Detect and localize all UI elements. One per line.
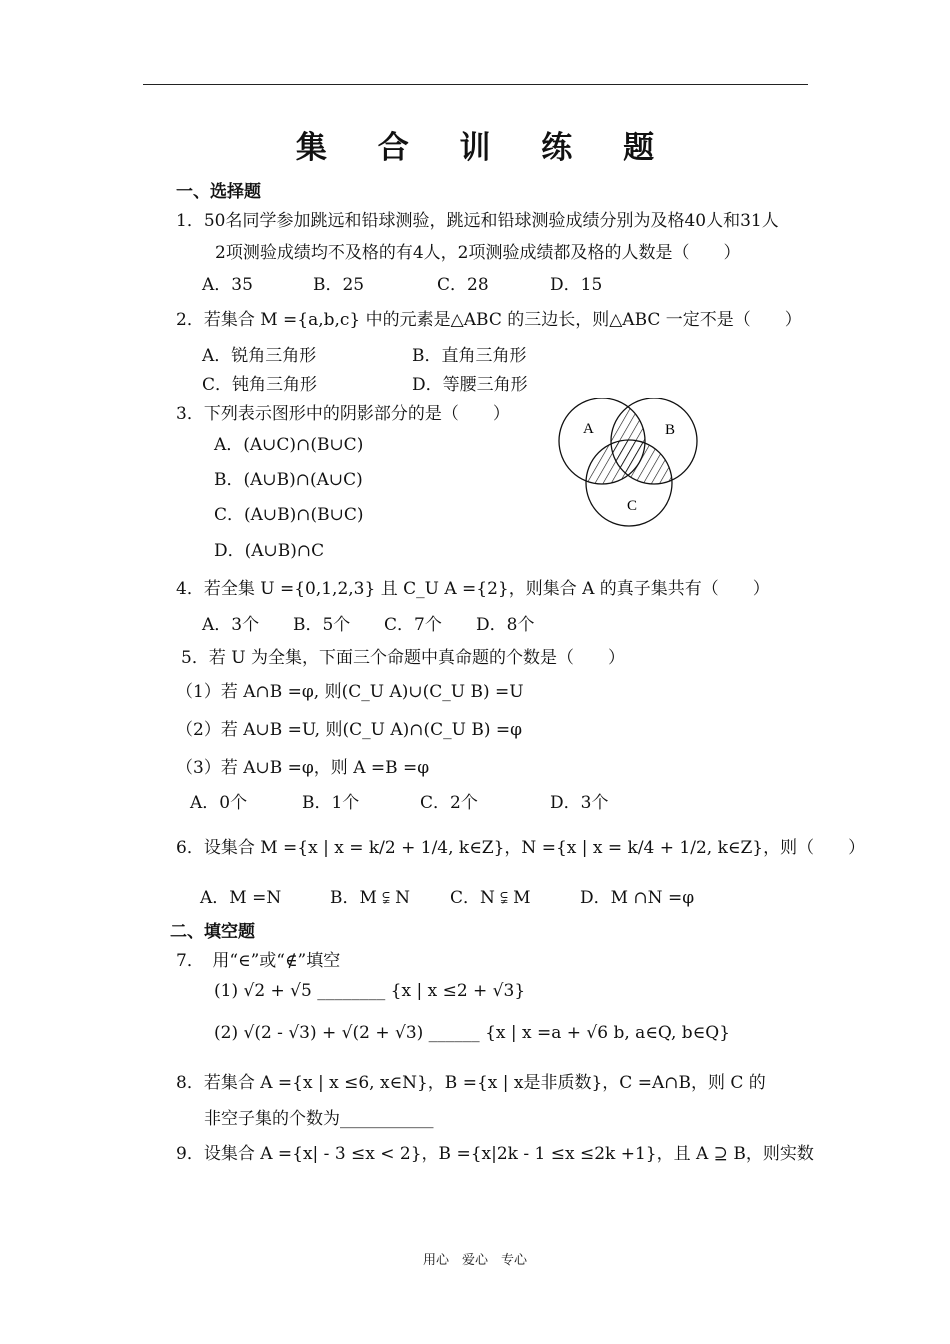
section-heading-choice: 一、选择题 (176, 182, 261, 202)
q1-option-a: A．35 (202, 275, 253, 295)
venn-label-c: C (627, 498, 638, 514)
q6-option-c: C．N ⫋ M (450, 888, 531, 908)
q4-option-c: C．7个 (384, 615, 442, 635)
q1-line2: 2项测验成绩均不及格的有4人，2项测验成绩都及格的人数是（ ） (215, 243, 741, 263)
q3-option-d: D．(A∪B)∩C (214, 541, 325, 561)
q5-option-c: C．2个 (420, 793, 478, 813)
q7-part-2: (2) √(2 - √3) + √(2 + √3) ______ {x | x =a + √6 b, a∈Q, b∈Q} (214, 1023, 731, 1043)
q4-option-a: A．3个 (202, 615, 260, 635)
q1-option-d: D．15 (550, 275, 603, 295)
q3-stem: 3．下列表示图形中的阴影部分的是（ ） (176, 404, 510, 424)
q9-line1: 9．设集合 A ={x| - 3 ≤x < 2}，B ={x|2k - 1 ≤x ≤2k +1}，且 A ⊇ B，则实数 (176, 1144, 814, 1164)
q6-option-a: A．M =N (200, 888, 282, 908)
q6-stem: 6．设集合 M ={x | x = k/2 + 1/4, k∈Z}，N ={x | x = k/4 + 1/2, k∈Z}，则（ ） (176, 838, 866, 858)
page-title: 集 合 训 练 题 (295, 130, 675, 166)
q5-option-b: B．1个 (302, 793, 360, 813)
q2-option-d: D．等腰三角形 (412, 375, 528, 395)
venn-label-b: B (665, 422, 676, 438)
q6-option-d: D．M ∩N =φ (580, 888, 695, 908)
q5-stem: 5．若 U 为全集，下面三个命题中真命题的个数是（ ） (181, 648, 625, 668)
q1-line1: 1．50名同学参加跳远和铅球测验，跳远和铅球测验成绩分别为及格40人和31人 (176, 211, 779, 231)
q3-option-a: A．(A∪C)∩(B∪C) (214, 435, 364, 455)
header-rule (143, 84, 808, 85)
q5-proposition-1: （1）若 A∩B =φ, 则(C_U A)∪(C_U B) =U (176, 682, 524, 702)
q7-part-1: (1) √2 + √5 ________ {x | x ≤2 + √3} (214, 981, 526, 1001)
q2-option-c: C．钝角三角形 (202, 375, 318, 395)
q4-stem: 4．若全集 U ={0,1,2,3} 且 C_U A ={2}，则集合 A 的真子集共有（ ） (176, 579, 770, 599)
q4-option-d: D．8个 (476, 615, 535, 635)
q5-option-d: D．3个 (550, 793, 609, 813)
q7-stem: 7． 用“∈”或“∉”填空 (176, 951, 341, 971)
page-footer: 用心 爱心 专心 (422, 1253, 527, 1268)
q3-option-b: B．(A∪B)∩(A∪C) (214, 470, 363, 490)
q1-option-c: C．28 (437, 275, 489, 295)
q5-option-a: A．0个 (190, 793, 248, 813)
q8-line1: 8．若集合 A ={x | x ≤6, x∈N}，B ={x | x是非质数}，C =A∩B，则 C 的 (176, 1073, 766, 1093)
section-heading-fill: 二、填空题 (170, 922, 255, 942)
q2-option-a: A．锐角三角形 (202, 346, 317, 366)
q6-option-b: B．M ⫋ N (330, 888, 411, 908)
venn-diagram (555, 398, 705, 530)
q4-option-b: B．5个 (293, 615, 351, 635)
q2-option-b: B．直角三角形 (412, 346, 527, 366)
q3-option-c: C．(A∪B)∩(B∪C) (214, 505, 364, 525)
q2-stem: 2．若集合 M ={a,b,c} 中的元素是△ABC 的三边长，则△ABC 一定不是（ ） (176, 310, 802, 330)
q8-line2: 非空子集的个数为___________ (204, 1109, 434, 1129)
q5-proposition-2: （2）若 A∪B =U, 则(C_U A)∩(C_U B) =φ (176, 720, 523, 740)
q5-proposition-3: （3）若 A∪B =φ，则 A =B =φ (176, 758, 430, 778)
q1-option-b: B．25 (313, 275, 365, 295)
venn-label-a: A (583, 421, 594, 437)
